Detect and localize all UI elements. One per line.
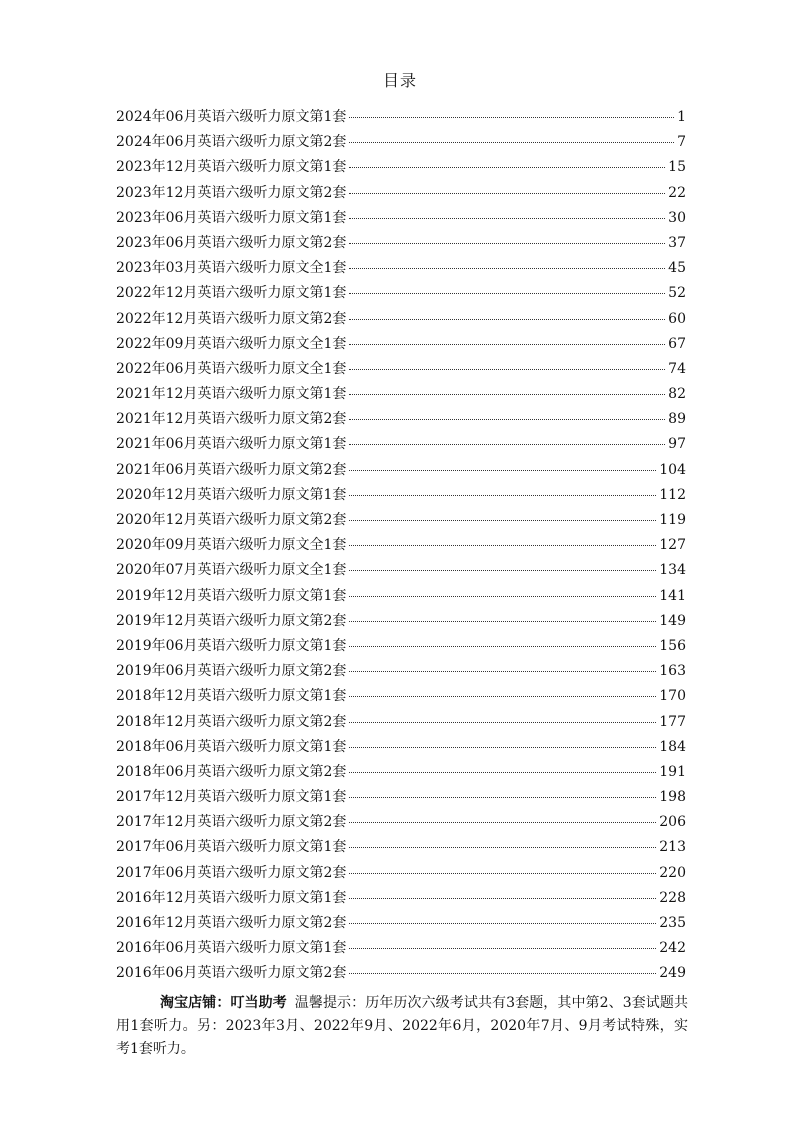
toc-entry[interactable] (116, 660, 686, 685)
toc-entry[interactable] (116, 962, 686, 987)
toc-entry[interactable] (116, 736, 686, 761)
toc-entry[interactable] (116, 887, 686, 912)
toc-entry-page-number: 82 (668, 386, 686, 403)
toc-entry-page-number: 30 (668, 209, 686, 226)
toc-entry-label: 2016年12月英语六级听力原文第1套 (116, 889, 347, 906)
toc-entry-page-number: 45 (668, 260, 686, 277)
toc-dot-leader (349, 545, 656, 546)
toc-dot-leader (349, 973, 656, 974)
toc-entry[interactable] (116, 635, 686, 660)
toc-dot-leader (349, 570, 656, 571)
toc-entry-label: 2020年12月英语六级听力原文第1套 (116, 486, 347, 503)
toc-dot-leader (349, 218, 665, 219)
toc-entry-page-number: 89 (668, 411, 686, 428)
toc-dot-leader (349, 822, 656, 823)
toc-entry-label: 2020年09月英语六级听力原文全1套 (116, 537, 347, 554)
toc-entry-page-number: 242 (659, 940, 686, 957)
toc-dot-leader (349, 394, 665, 395)
toc-entry-label: 2020年12月英语六级听力原文第2套 (116, 512, 347, 528)
toc-entry-label: 2018年12月英语六级听力原文第2套 (116, 713, 347, 730)
toc-entry-label: 2019年12月英语六级听力原文第1套 (116, 587, 347, 604)
toc-entry-page-number: 7 (677, 134, 686, 151)
toc-entry-page-number: 15 (668, 159, 686, 176)
toc-entry[interactable] (116, 232, 686, 257)
toc-entry[interactable] (116, 282, 686, 307)
toc-dot-leader (349, 722, 656, 723)
toc-entry-label: 2019年12月英语六级听力原文第2套 (116, 612, 347, 629)
toc-entry[interactable] (116, 836, 686, 861)
toc-entry-page-number: 104 (659, 461, 686, 478)
toc-entry-page-number: 235 (659, 915, 686, 931)
toc-entry-label: 2022年12月英语六级听力原文第2套 (116, 310, 347, 327)
toc-dot-leader (349, 167, 665, 168)
toc-entry-page-number: 177 (659, 713, 686, 730)
toc-entry[interactable] (116, 786, 686, 811)
toc-entry-label: 2023年12月英语六级听力原文第1套 (116, 159, 347, 176)
toc-entry-label: 2019年06月英语六级听力原文第2套 (116, 663, 347, 680)
toc-entry-label: 2024年06月英语六级听力原文第1套 (116, 109, 347, 125)
toc-entry[interactable] (116, 433, 686, 458)
toc-dot-leader (349, 117, 674, 118)
toc-entry[interactable] (116, 257, 686, 282)
toc-dot-leader (349, 847, 656, 848)
toc-entry-label: 2018年12月英语六级听力原文第1套 (116, 688, 347, 705)
toc-entry-label: 2017年06月英语六级听力原文第1套 (116, 839, 347, 856)
toc-entry-label: 2021年12月英语六级听力原文第2套 (116, 411, 347, 428)
toc-entry-label: 2021年12月英语六级听力原文第1套 (116, 386, 347, 403)
toc-dot-leader (349, 797, 656, 798)
toc-dot-leader (349, 596, 656, 597)
toc-entry[interactable] (116, 358, 686, 383)
toc-entry[interactable] (116, 862, 686, 887)
toc-dot-leader (349, 444, 665, 445)
toc-entry[interactable] (116, 484, 686, 509)
toc-entry[interactable] (116, 610, 686, 635)
toc-dot-leader (349, 747, 656, 748)
toc-entry[interactable] (116, 156, 686, 181)
toc-dot-leader (349, 898, 656, 899)
page-title: 目录 (382, 71, 417, 90)
toc-entry[interactable] (116, 207, 686, 232)
toc-entry-page-number: 141 (659, 587, 686, 604)
toc-entry-page-number: 220 (659, 864, 686, 881)
toc-entry-label: 2016年12月英语六级听力原文第2套 (116, 915, 347, 931)
toc-entry[interactable] (116, 811, 686, 836)
toc-entry[interactable] (116, 937, 686, 962)
toc-dot-leader (349, 419, 665, 420)
toc-entry-page-number: 97 (668, 436, 686, 453)
note-text: 温馨提示：历年历次六级考试共有3套题，其中第2、3套试题共用1套听力。另：2023年3月、2022年9月、2022年6月，2020年7月、9月考试特殊，实考1套听力。 (116, 995, 688, 1057)
toc-dot-leader (349, 948, 656, 949)
toc-entry-page-number: 149 (659, 612, 686, 629)
toc-dot-leader (349, 319, 665, 320)
toc-entry[interactable] (116, 459, 686, 484)
toc-entry[interactable] (116, 912, 686, 937)
toc-dot-leader (349, 268, 665, 269)
toc-dot-leader (349, 470, 656, 471)
toc-entry-label: 2017年12月英语六级听力原文第2套 (116, 814, 347, 831)
toc-entry[interactable] (116, 333, 686, 358)
toc-dot-leader (349, 495, 656, 496)
toc-entry-page-number: 127 (659, 537, 686, 554)
toc-entry-page-number: 22 (668, 184, 686, 201)
toc-dot-leader (349, 193, 665, 194)
toc-entry-label: 2016年06月英语六级听力原文第1套 (116, 940, 347, 957)
toc-dot-leader (349, 293, 665, 294)
toc-entry-label: 2016年06月英语六级听力原文第2套 (116, 965, 347, 982)
toc-entry-page-number: 228 (659, 889, 686, 906)
toc-dot-leader (349, 646, 656, 647)
toc-entry-label: 2020年07月英语六级听力原文全1套 (116, 562, 347, 579)
toc-entry-label: 2018年06月英语六级听力原文第2套 (116, 763, 347, 780)
toc-entry-page-number: 163 (659, 663, 686, 680)
toc-entry-label: 2021年06月英语六级听力原文第2套 (116, 461, 347, 478)
toc-dot-leader (349, 671, 656, 672)
toc-entry-page-number: 119 (659, 512, 686, 528)
toc-entry-page-number: 134 (659, 562, 686, 579)
toc-entry-page-number: 1 (677, 109, 686, 125)
toc-dot-leader (349, 369, 665, 370)
toc-entry[interactable] (116, 408, 686, 433)
toc-entry-label: 2018年06月英语六级听力原文第1套 (116, 738, 347, 755)
toc-entry-page-number: 156 (659, 637, 686, 654)
toc-entry-page-number: 206 (659, 814, 686, 831)
toc-entry-page-number: 52 (668, 285, 686, 302)
toc-entry-label: 2023年06月英语六级听力原文第1套 (116, 209, 347, 226)
toc-entry[interactable] (116, 509, 686, 534)
toc-entry-label: 2022年12月英语六级听力原文第1套 (116, 285, 347, 302)
toc-entry-page-number: 213 (659, 839, 686, 856)
toc-dot-leader (349, 873, 656, 874)
toc-entry-label: 2023年06月英语六级听力原文第2套 (116, 234, 347, 251)
toc-entry[interactable] (116, 383, 686, 408)
toc-entry-label: 2017年12月英语六级听力原文第1套 (116, 789, 347, 806)
toc-entry-page-number: 37 (668, 234, 686, 251)
toc-entry-label: 2024年06月英语六级听力原文第2套 (116, 134, 347, 151)
toc-entry-page-number: 184 (659, 738, 686, 755)
toc-entry-label: 2023年12月英语六级听力原文第2套 (116, 184, 347, 201)
footer-note (116, 992, 688, 1061)
table-of-contents (116, 106, 686, 988)
toc-entry-page-number: 170 (659, 688, 686, 705)
toc-entry-label: 2017年06月英语六级听力原文第2套 (116, 864, 347, 881)
toc-dot-leader (349, 344, 665, 345)
toc-entry[interactable] (116, 761, 686, 786)
toc-entry-page-number: 198 (659, 789, 686, 806)
toc-entry-label: 2021年06月英语六级听力原文第1套 (116, 436, 347, 453)
toc-entry-label: 2023年03月英语六级听力原文全1套 (116, 260, 347, 277)
toc-dot-leader (349, 520, 656, 521)
toc-dot-leader (349, 621, 656, 622)
toc-entry-page-number: 67 (668, 335, 686, 352)
toc-entry-page-number: 112 (659, 486, 686, 503)
toc-entry-page-number: 249 (659, 965, 686, 982)
toc-entry[interactable] (116, 534, 686, 559)
shop-name: 淘宝店铺：叮当助考 (160, 995, 287, 1011)
toc-entry[interactable] (116, 711, 686, 736)
toc-entry[interactable] (116, 106, 686, 131)
toc-entry[interactable] (116, 559, 686, 584)
toc-entry[interactable] (116, 131, 686, 156)
toc-entry-page-number: 74 (668, 360, 686, 377)
toc-entry[interactable] (116, 685, 686, 710)
toc-entry-label: 2022年09月英语六级听力原文全1套 (116, 335, 347, 352)
toc-dot-leader (349, 772, 656, 773)
toc-dot-leader (349, 243, 665, 244)
toc-entry[interactable] (116, 585, 686, 610)
toc-entry-label: 2019年06月英语六级听力原文第1套 (116, 637, 347, 654)
toc-dot-leader (349, 923, 656, 924)
toc-entry-page-number: 191 (659, 763, 686, 780)
toc-entry-page-number: 60 (668, 310, 686, 327)
toc-entry[interactable] (116, 308, 686, 333)
toc-entry-label: 2022年06月英语六级听力原文全1套 (116, 360, 347, 377)
toc-dot-leader (349, 696, 656, 697)
toc-dot-leader (349, 142, 674, 143)
toc-entry[interactable] (116, 182, 686, 207)
